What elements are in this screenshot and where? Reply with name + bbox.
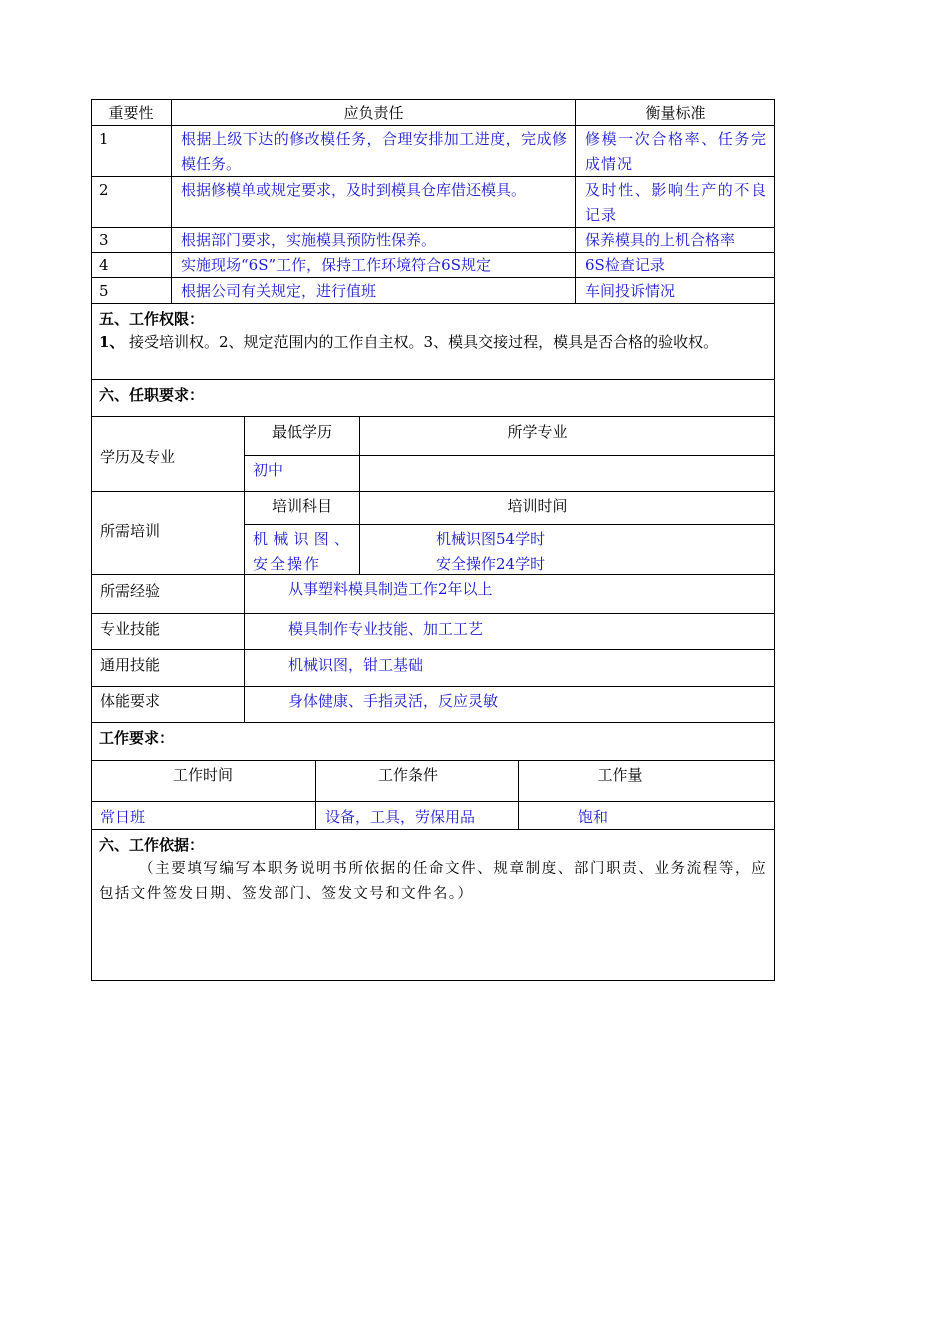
value-workload: 饱和 <box>578 808 609 826</box>
header-training-time: 培训时间 <box>507 497 568 515</box>
authority-text: 接受培训权。2、规定范围内的工作自主权。3、模具交接过程，模具是否合格的验收权。 <box>129 333 719 351</box>
row-rank: 3 <box>99 231 109 249</box>
section-title-work-req: 工作要求： <box>99 729 175 747</box>
section-title-authority: 五、工作权限： <box>99 310 205 328</box>
divider <box>244 455 775 456</box>
divider <box>91 760 775 761</box>
row-standard: 修模一次合格率、任务完成情况 <box>585 130 767 173</box>
basis-text: （主要填写编写本职务说明书所依据的任命文件、规章制度、部门职责、业务流程等，应包括文件签发日期、签发部门、签发文号和文件名。） <box>99 861 767 902</box>
value-physical: 身体健康、手指灵活，反应灵敏 <box>288 692 499 710</box>
header-min-degree: 最低学历 <box>271 423 332 441</box>
value-experience: 从事塑料模具制造工作2年以上 <box>288 580 493 598</box>
divider <box>91 829 775 830</box>
value-general-skill: 机械识图，钳工基础 <box>288 656 424 674</box>
row-standard: 及时性、影响生产的不良记录 <box>585 181 767 224</box>
header-workload: 工作量 <box>597 766 643 784</box>
section-title-requirements: 六、任职要求： <box>99 386 205 404</box>
value-min-degree: 初中 <box>253 461 284 479</box>
divider <box>575 99 576 303</box>
header-work-conditions: 工作条件 <box>377 766 438 784</box>
label-experience: 所需经验 <box>100 582 161 600</box>
divider <box>244 524 775 525</box>
label-pro-skill: 专业技能 <box>100 620 161 638</box>
row-rank: 5 <box>99 282 109 300</box>
divider <box>91 416 775 417</box>
row-rank: 1 <box>99 130 109 148</box>
divider <box>91 303 775 304</box>
divider <box>244 416 245 723</box>
value-work-conditions: 设备，工具，劳保用品 <box>325 808 476 826</box>
value-pro-skill: 模具制作专业技能、加工工艺 <box>288 620 484 638</box>
divider <box>91 686 775 687</box>
divider <box>91 379 775 380</box>
row-rank: 4 <box>99 256 109 274</box>
value-training-time-2: 安全操作24学时 <box>436 555 546 573</box>
divider <box>91 125 775 126</box>
row-duty: 根据修模单或规定要求，及时到模具仓库借还模具。 <box>181 181 527 199</box>
value-training-time-1: 机械识图54学时 <box>436 530 546 548</box>
divider <box>91 722 775 723</box>
label-education: 学历及专业 <box>100 448 176 466</box>
authority-number: 1、 <box>99 333 125 351</box>
value-training-subjects: 机械识图、安全操作 <box>253 530 351 573</box>
section-title-basis: 六、工作依据： <box>99 836 205 854</box>
row-rank: 2 <box>99 181 109 199</box>
value-work-time: 常日班 <box>100 808 146 826</box>
header-duty: 应负责任 <box>343 104 404 122</box>
row-standard: 6S检查记录 <box>585 256 665 274</box>
divider <box>91 277 775 278</box>
row-duty: 根据公司有关规定，进行值班 <box>181 282 377 300</box>
divider <box>91 649 775 650</box>
header-training-subject: 培训科目 <box>271 497 332 515</box>
divider <box>91 491 775 492</box>
header-standard: 衡量标准 <box>645 104 706 122</box>
divider <box>91 801 775 802</box>
label-general-skill: 通用技能 <box>100 656 161 674</box>
divider <box>171 99 172 303</box>
row-duty: 实施现场“6S”工作，保持工作环境符合6S规定 <box>181 256 491 274</box>
label-physical: 体能要求 <box>100 692 161 710</box>
label-training: 所需培训 <box>100 522 161 540</box>
row-duty: 根据部门要求，实施模具预防性保养。 <box>181 231 437 249</box>
row-standard: 车间投诉情况 <box>585 282 676 300</box>
divider <box>91 574 775 575</box>
header-work-time: 工作时间 <box>172 766 233 784</box>
divider <box>91 613 775 614</box>
header-major: 所学专业 <box>507 423 568 441</box>
row-standard: 保养模具的上机合格率 <box>585 231 736 249</box>
row-duty: 根据上级下达的修改模任务，合理安排加工进度，完成修模任务。 <box>181 130 567 173</box>
header-importance: 重要性 <box>108 104 154 122</box>
